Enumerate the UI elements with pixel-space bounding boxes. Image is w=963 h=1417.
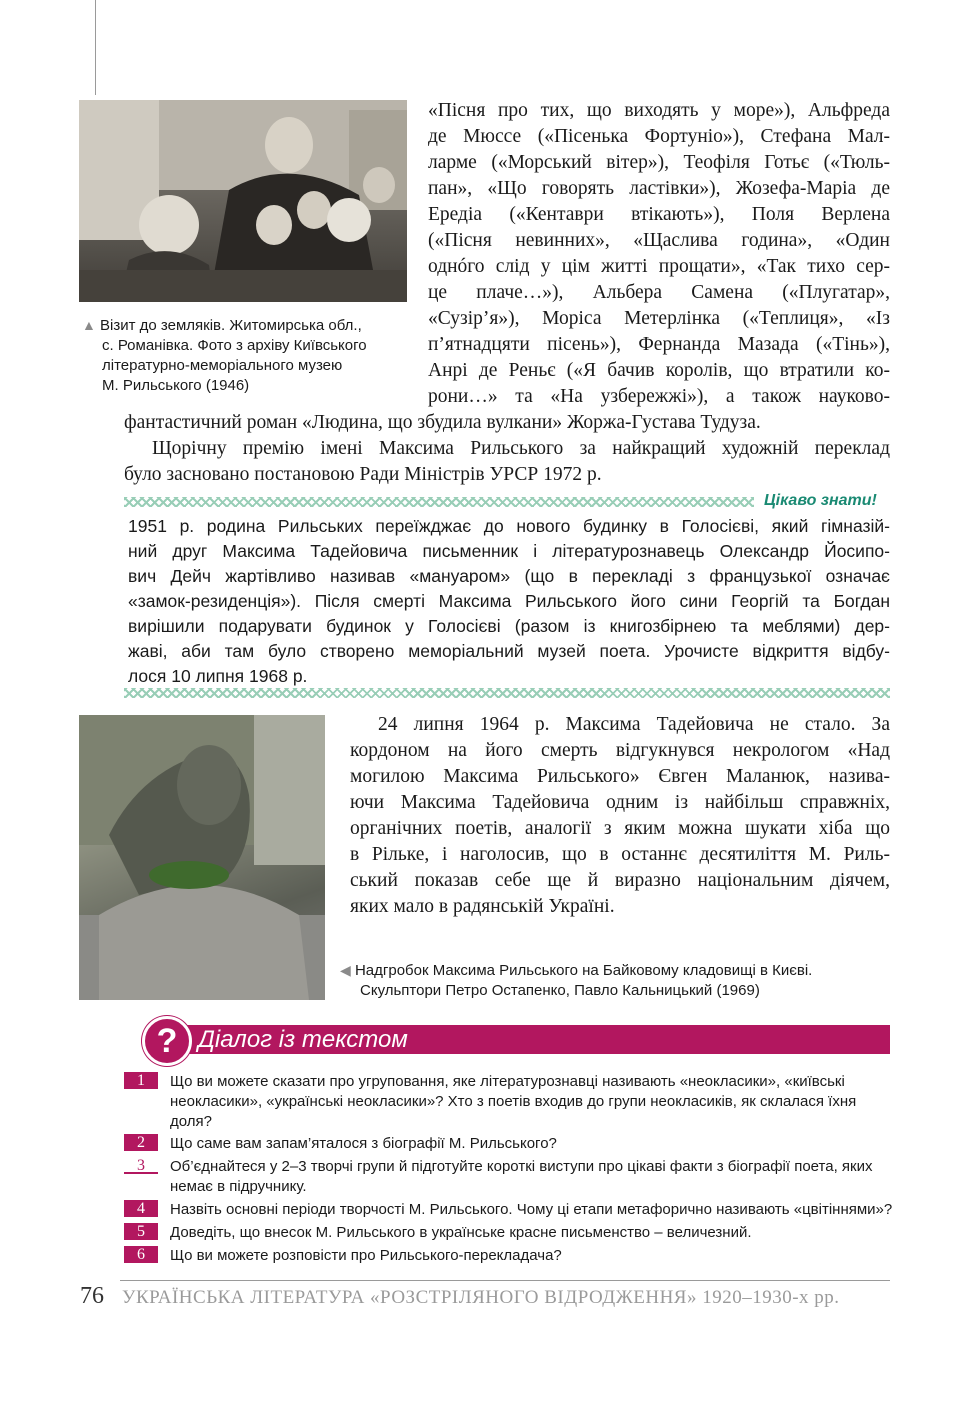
question-text: Що саме вам запам’яталося з біографії М. Рильського? — [170, 1135, 557, 1152]
decorative-pattern-bottom — [124, 688, 890, 698]
running-footer-title: УКРАЇНСЬКА ЛІТЕРАТУРА «РОЗСТРІЛЯНОГО ВІДРОДЖЕННЯ» 1920–1930-х рр. — [122, 1287, 840, 1308]
question-item — [124, 1200, 894, 1220]
question-number: 4 — [124, 1200, 158, 1217]
text-line: п’ятнадцяти пісень»), Фернанда Мазада («Тінь»), — [428, 334, 890, 355]
text-line: в Рільке, і наголосив, що в останнє десятиліття М. Риль- — [350, 844, 890, 865]
text-line: ний друг Максима Тадейовича письменник і літературознавець Олександр Йосипо- — [128, 541, 890, 561]
question-number: 1 — [124, 1072, 158, 1089]
text-line: пан», «Що говорять ластівки»), Жозефа-Маріа де — [428, 178, 890, 199]
text-line: органічних поетів, аналогії з яким можна шукати хіба що — [350, 818, 890, 839]
question-number: 6 — [124, 1246, 158, 1263]
text-line: 24 липня 1964 р. Максима Тадейовича не стало. За — [378, 714, 890, 735]
text-line: ський показав себе ще й виразно національним діячем, — [350, 870, 890, 891]
caption-line: Скульптори Петро Остапенко, Павло Кальницький (1969) — [360, 982, 760, 999]
question-item — [124, 1134, 894, 1154]
caption-line: Візит до земляків. Житомирська обл., — [100, 317, 362, 334]
text-line: де Мюссе («Пісенька Фортуніо»), Стефана Мал- — [428, 126, 890, 147]
text-line: це плаче…»), Альбера Самена («Плугатар», — [428, 282, 890, 303]
caption-line: М. Рильського (1946) — [102, 377, 250, 394]
question-number: 5 — [124, 1223, 158, 1240]
interesting-label: Цікаво знати! — [764, 492, 877, 509]
text-line: ючи Максима Тадейовича одним із найбільш справжніх, — [350, 792, 890, 813]
text-line: «Пісня про тих, що виходять у море»), Альфреда — [428, 100, 890, 121]
paragraph-translations — [428, 98, 890, 410]
text-line: «Сузір’я»), Моріса Метерлінка («Теплиця», «Із — [428, 308, 890, 329]
question-text: Об’єднайтеся у 2–3 творчі групи й підготуйте короткі виступи про цікаві факти з біографії поета, яких немає в підручнику. — [170, 1158, 873, 1195]
question-mark-icon: ? — [142, 1016, 192, 1066]
footer-rule — [120, 1280, 890, 1281]
text-line: було засновано постановою Ради Міністрів УРСР 1972 р. — [124, 464, 602, 485]
dialog-header-bar — [150, 1025, 890, 1054]
paragraph-prize — [124, 436, 890, 488]
dialog-title: Діалог із текстом — [198, 1026, 408, 1053]
photo-illustration — [79, 715, 325, 1000]
text-line: «замок-резиденція»). Після смерті Максима Рильського його сини Георгій та Богдан — [128, 591, 890, 611]
question-text: Що ви можете сказати про угруповання, яке літературознавці називають «неокласики», «київські неокласики», «українські неокласики»? Хто з поетів входив до групи неокласиків, як склалася їхня доля? — [170, 1073, 857, 1130]
caption-line: с. Романівка. Фото з архіву Київського — [102, 337, 367, 354]
question-number: 2 — [124, 1134, 158, 1151]
text-line: («Пісня невинних», «Щаслива година», «Один — [428, 230, 890, 251]
text-line: лося 10 липня 1968 р. — [128, 666, 308, 686]
text-line: кордоном на його смерть відгукнувся некрологом «Над — [350, 740, 890, 761]
paragraph-continuation: фантастичний роман «Людина, що збудила вулкани» Жоржа-Густава Тудуза. — [124, 412, 761, 433]
text-line: яких мало в радянській Україні. — [350, 896, 615, 917]
text-line: вирішили подарувати будинок у Голосієві (разом із книгозбірнею та меблями) дер- — [128, 616, 890, 636]
paragraph-death — [350, 712, 890, 920]
question-text: Доведіть, що внесок М. Рильського в українське красне письменство – величезний. — [170, 1224, 752, 1241]
question-item — [124, 1157, 894, 1197]
text-line: вич Дейч жартівливо називав «мануаром» (що в перекладі з французької означає — [128, 566, 890, 586]
interesting-box-text — [128, 514, 890, 689]
question-number: 3 — [124, 1157, 158, 1174]
text-line: ларме («Морський вітер»), Теофіля Готьє («Тюль- — [428, 152, 890, 173]
photo-illustration — [79, 100, 407, 302]
text-line: рони…» та «На узбережжі»), а також науково- — [428, 386, 890, 407]
text-line: могилою Максима Рильського» Євген Маланюк, назива- — [350, 766, 890, 787]
caption-triangle-icon: ◀ — [340, 962, 351, 978]
text-line: Анрі де Реньє («Я бачив королів, що втратили ко- — [428, 360, 890, 381]
text-line: Ередіа («Кентаври втікають»), Поля Верлена — [428, 204, 890, 225]
archive-photo-visit — [79, 100, 407, 302]
question-text: Що ви можете розповісти про Рильського-перекладача? — [170, 1247, 562, 1264]
caption-line: Надгробок Максима Рильського на Байковому кладовищі в Києві. — [354, 962, 813, 979]
caption-triangle-icon: ▲ — [82, 317, 96, 333]
question-item — [124, 1246, 894, 1266]
text-line: 1951 р. родина Рильських переїжджає до нового будинку в Голосієві, який гімназій- — [128, 516, 890, 536]
top-photo-caption — [82, 315, 402, 396]
question-item — [124, 1223, 894, 1243]
question-item — [124, 1072, 894, 1132]
decorative-pattern-top — [124, 497, 754, 507]
question-text: Назвіть основні періоди творчості М. Рильського. Чому ці етапи метафорично називають «цвітіннями»? — [170, 1201, 893, 1218]
caption-line: літературно-меморіального музею — [102, 357, 343, 374]
bottom-photo-caption — [340, 960, 890, 1001]
tombstone-photo — [79, 715, 325, 1000]
text-line: Щорічну премію імені Максима Рильського за найкращий художній переклад — [152, 438, 890, 459]
text-line: однóго слід у цім житті прощати», «Так тихо сер- — [428, 256, 890, 277]
text-line: жаві, аби там було створено меморіальний музей поета. Урочисте відкриття відбу- — [128, 641, 890, 661]
page-number: 76 — [80, 1283, 104, 1309]
margin-rule — [95, 0, 96, 95]
